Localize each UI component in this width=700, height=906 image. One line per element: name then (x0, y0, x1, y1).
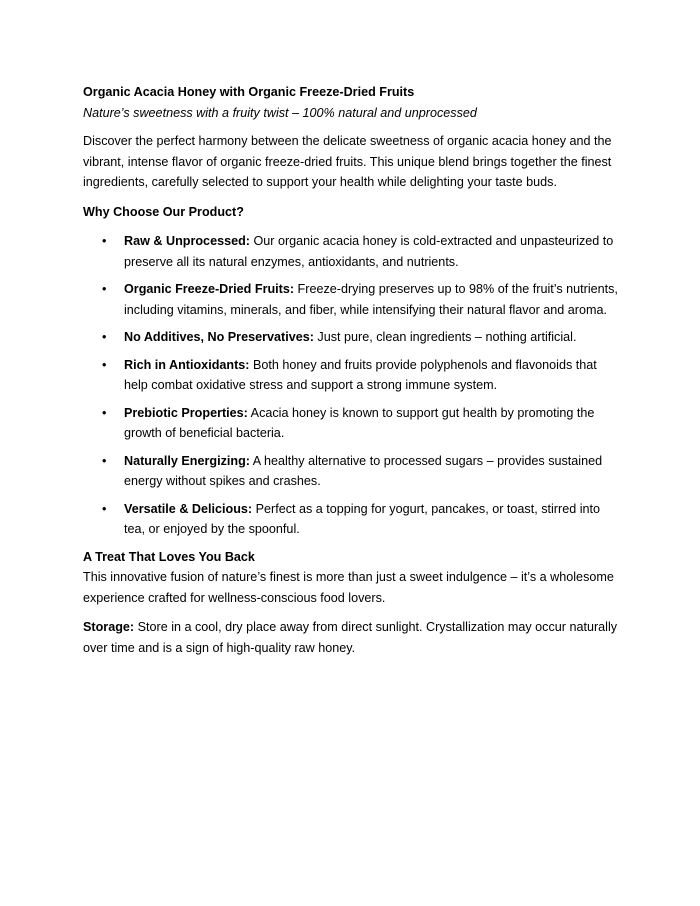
benefit-item (83, 451, 623, 492)
benefit-label: Rich in Antioxidants: (124, 357, 250, 372)
benefits-list (83, 231, 623, 540)
benefit-item (83, 327, 623, 348)
benefit-text: Perfect as a topping for yogurt, pancakes, or toast, stirred into tea, or enjoyed by the spoonful. (124, 501, 601, 536)
document-page (83, 82, 623, 658)
benefit-label: Prebiotic Properties: (124, 405, 248, 420)
benefit-label: No Additives, No Preservatives: (124, 330, 314, 344)
benefit-label: Raw & Unprocessed: (124, 234, 250, 248)
benefit-text: Acacia honey is known to support gut health by promoting the growth of beneficial bacteria. (124, 405, 595, 440)
benefit-text: Freeze-drying preserves up to 98% of the fruit’s nutrients, including vitamins, minerals, and fiber, while intensifying their natural flavor and aroma. (124, 282, 618, 317)
benefit-item (83, 355, 623, 396)
bullet-icon: • (102, 234, 107, 248)
storage-label: Storage: (83, 620, 135, 634)
bullet-icon: • (102, 453, 107, 468)
document-title: Organic Acacia Honey with Organic Freeze-Dried Fruits (83, 85, 415, 99)
treat-paragraph: This innovative fusion of nature’s finest is more than just a sweet indulgence – it’s a wholesome experience crafted for wellness-conscious food lovers. (83, 570, 614, 605)
benefit-item (83, 231, 623, 272)
treat-heading: A Treat That Loves You Back (83, 549, 255, 564)
bullet-icon: • (102, 405, 107, 420)
bullet-icon: • (102, 501, 107, 516)
document-subtitle: Nature’s sweetness with a fruity twist – 100% natural and unprocessed (83, 105, 477, 120)
benefit-text: Both honey and fruits provide polyphenols and flavonoids that help combat oxidative stress and support a strong immune system. (124, 357, 597, 392)
benefit-label: Versatile & Delicious: (124, 501, 253, 516)
benefit-item (83, 279, 623, 320)
benefit-text: Just pure, clean ingredients – nothing artificial. (313, 330, 577, 344)
storage-paragraph (83, 617, 623, 658)
benefit-item (83, 403, 623, 444)
storage-text: Store in a cool, dry place away from direct sunlight. Crystallization may occur naturally over time and is a sign of high-quality raw honey. (83, 620, 618, 655)
why-choose-heading: Why Choose Our Product? (83, 204, 244, 219)
benefit-text: Our organic acacia honey is cold-extracted and unpasteurized to preserve all its natural enzymes, antioxidants, and nutrients. (124, 234, 614, 269)
benefit-text: A healthy alternative to processed sugars – provides sustained energy without spikes and crashes. (124, 453, 603, 488)
bullet-icon: • (102, 330, 107, 344)
intro-paragraph: Discover the perfect harmony between the delicate sweetness of organic acacia honey and the vibrant, intense flavor of organic freeze-dried fruits. This unique blend brings together the finest ingredients, carefully selected to support your health while delighting your taste buds. (83, 134, 612, 189)
bullet-icon: • (102, 357, 107, 372)
benefit-label: Naturally Energizing: (124, 453, 250, 468)
bullet-icon: • (102, 282, 107, 296)
benefit-label: Organic Freeze-Dried Fruits: (124, 282, 295, 296)
benefit-item (83, 499, 623, 540)
